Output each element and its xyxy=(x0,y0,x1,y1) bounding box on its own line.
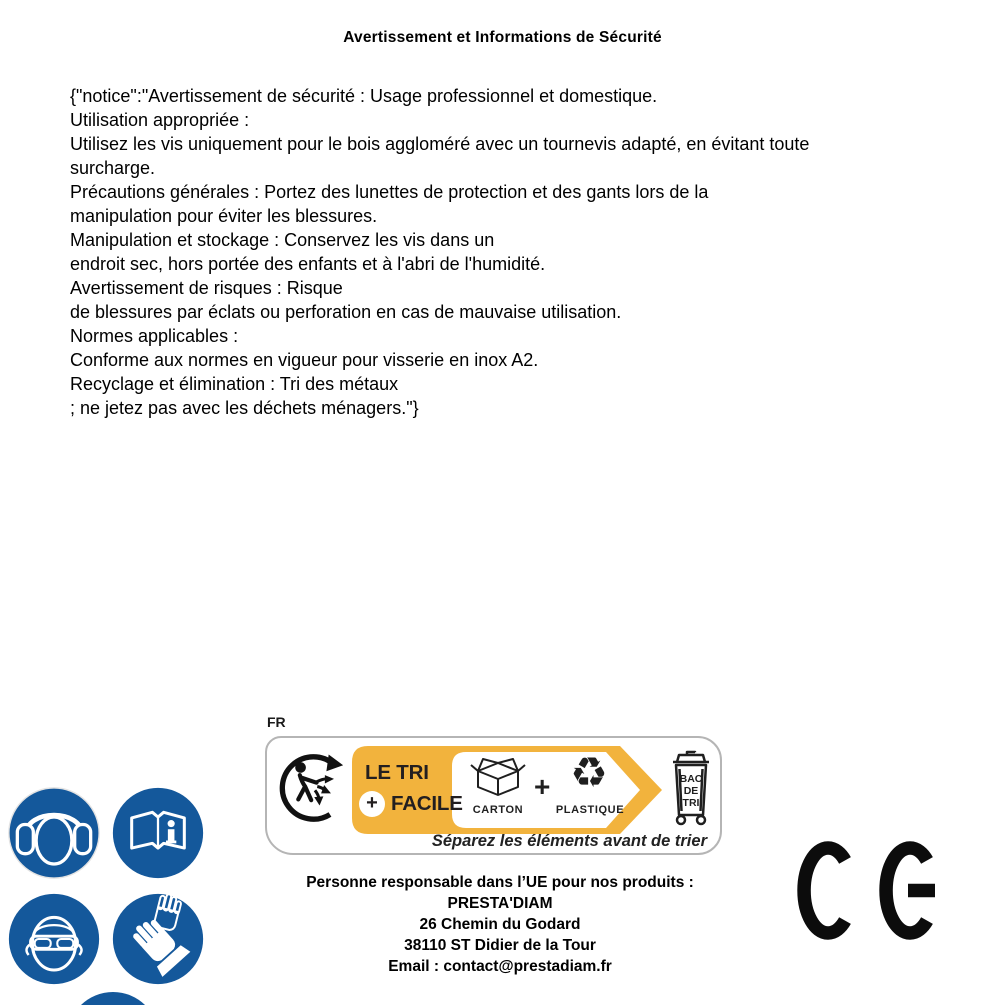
fr-country-tag: FR xyxy=(267,714,286,730)
sorting-caption: Séparez les éléments avant de trier xyxy=(431,832,707,850)
address-line: 38110 ST Didier de la Tour xyxy=(404,937,596,954)
notice-line: Avertissement de risques : Risque xyxy=(70,278,343,298)
info-tri-recycling-label xyxy=(265,736,722,855)
notice-line: endroit sec, hors portée des enfants et à l'abri de l'humidité. xyxy=(70,254,546,274)
page-title: Avertissement et Informations de Sécurité xyxy=(343,29,662,46)
company-name: PRESTA'DIAM xyxy=(447,895,553,912)
responsible-line: Personne responsable dans l’UE pour nos produits : xyxy=(306,874,694,891)
notice-text-block xyxy=(70,84,970,420)
plus-separator: + xyxy=(534,771,551,802)
recycling-arrows-icon: ♻ xyxy=(570,749,608,796)
notice-line: de blessures par éclats ou perforation en cas de mauvaise utilisation. xyxy=(70,302,622,322)
bin-text-line2: DE xyxy=(683,785,699,797)
notice-line: Recyclage et élimination : Tri des métaux xyxy=(70,374,399,394)
carton-label: CARTON xyxy=(472,804,524,816)
address-line: 26 Chemin du Godard xyxy=(419,916,581,933)
responsible-person-block xyxy=(240,872,760,977)
le-tri-text: LE TRI xyxy=(365,761,429,784)
bin-text-line1: BAC xyxy=(679,773,703,785)
ce-marking-icon xyxy=(797,841,938,940)
notice-line: Manipulation et stockage : Conservez les vis dans un xyxy=(70,230,495,250)
email-line: Email : contact@prestadiam.fr xyxy=(388,958,612,975)
carton-box-icon xyxy=(470,755,526,806)
notice-line: Conforme aux normes en vigueur pour visserie en inox A2. xyxy=(70,350,539,370)
read-instruction-manual-icon xyxy=(111,786,205,880)
partial-safety-icon xyxy=(67,992,159,1005)
notice-line: Normes applicables : xyxy=(70,326,239,346)
bac-de-tri-bin-icon xyxy=(668,749,714,834)
wear-ear-protection-icon xyxy=(7,786,101,880)
triman-icon xyxy=(277,746,353,835)
notice-line: Utilisez les vis uniquement pour le bois aggloméré avec un tournevis adapté, en évitant toute xyxy=(70,134,810,154)
notice-line: Utilisation appropriée : xyxy=(70,110,250,130)
notice-line: {"notice":"Avertissement de sécurité : Usage professionnel et domestique. xyxy=(70,86,658,106)
notice-line: surcharge. xyxy=(70,158,156,178)
notice-line: ; ne jetez pas avec les déchets ménagers."} xyxy=(70,398,419,418)
notice-line: manipulation pour éviter les blessures. xyxy=(70,206,378,226)
notice-line: Précautions générales : Portez des lunettes de protection et des gants lors de la xyxy=(70,182,709,202)
plastique-label: PLASTIQUE xyxy=(555,804,625,816)
bin-text-line3: TRI xyxy=(682,797,700,809)
plus-circle-icon: + xyxy=(359,791,385,817)
wear-eye-protection-icon xyxy=(7,892,101,986)
facile-text: FACILE xyxy=(391,792,463,815)
wear-protective-gloves-icon xyxy=(111,892,205,986)
